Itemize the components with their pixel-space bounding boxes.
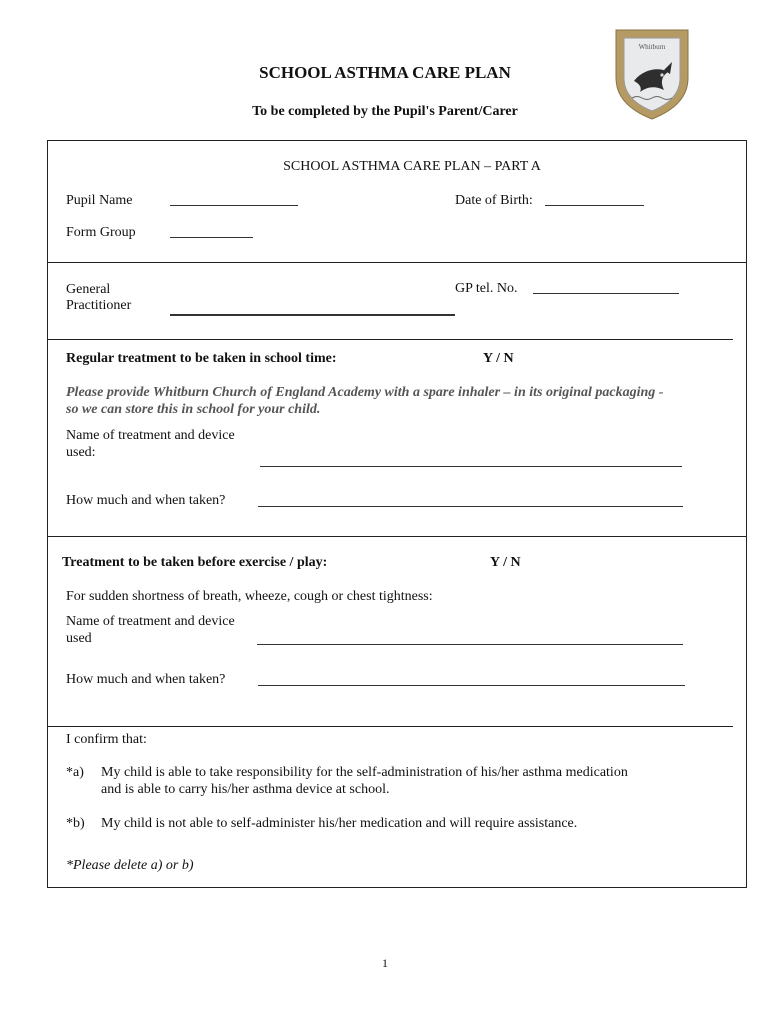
option-a-line2: and is able to carry his/her asthma device at school. [101, 782, 390, 797]
gp-label-line1: General [66, 282, 111, 297]
exercise-device-label-line2: used [66, 631, 92, 646]
page-number: 1 [382, 956, 388, 970]
regular-device-label-line2: used: [66, 445, 96, 460]
delete-note: *Please delete a) or b) [66, 858, 194, 873]
pupil-name-label: Pupil Name [66, 193, 133, 208]
confirm-intro: I confirm that: [66, 732, 147, 747]
option-b-marker[interactable]: *b) [66, 816, 85, 831]
exercise-how-much-label: How much and when taken? [66, 672, 226, 687]
divider [47, 262, 747, 263]
option-b-text: My child is not able to self-administer his/her medication and will require assistance. [101, 816, 578, 831]
school-crest-logo [612, 26, 692, 122]
pupil-name-field[interactable] [170, 205, 298, 206]
regular-device-field[interactable] [260, 466, 682, 467]
regular-how-much-field[interactable] [258, 506, 683, 507]
part-a-heading: SCHOOL ASTHMA CARE PLAN – PART A [283, 159, 541, 174]
page-subtitle: To be completed by the Pupil's Parent/Carer [252, 104, 518, 119]
exercise-device-label-line1: Name of treatment and device [66, 614, 235, 629]
gp-tel-field[interactable] [533, 293, 679, 294]
gp-tel-label: GP tel. No. [455, 281, 518, 296]
divider [47, 339, 733, 340]
regular-yn-choice[interactable]: Y / N [483, 351, 514, 366]
spare-inhaler-note [66, 384, 736, 418]
regular-how-much-label: How much and when taken? [66, 493, 226, 508]
dob-label: Date of Birth: [455, 193, 533, 208]
exercise-how-much-field[interactable] [258, 685, 685, 686]
form-group-field[interactable] [170, 237, 253, 238]
regular-device-label-line1: Name of treatment and device [66, 428, 235, 443]
exercise-treatment-heading: Treatment to be taken before exercise / play: [62, 555, 328, 570]
option-a-line1: My child is able to take responsibility for the self-administration of his/her asthma medication [101, 765, 628, 780]
page-title: SCHOOL ASTHMA CARE PLAN [259, 63, 511, 82]
gp-label-line2: Practitioner [66, 298, 132, 313]
dob-field[interactable] [545, 205, 644, 206]
spare-inhaler-note-line1: Please provide Whitburn Church of England Academy with a spare inhaler – in its original packaging - [66, 385, 664, 400]
exercise-device-field[interactable] [257, 644, 683, 645]
divider [47, 536, 747, 537]
divider [47, 726, 733, 727]
gp-name-field[interactable] [170, 314, 455, 316]
regular-treatment-heading: Regular treatment to be taken in school time: [66, 351, 337, 366]
spare-inhaler-note-line2: so we can store this in school for your child. [66, 402, 321, 417]
exercise-symptoms-text: For sudden shortness of breath, wheeze, cough or chest tightness: [66, 589, 433, 604]
option-a-marker[interactable]: *a) [66, 765, 84, 780]
form-group-label: Form Group [66, 225, 136, 240]
svg-text:Whitburn: Whitburn [638, 43, 666, 51]
exercise-yn-choice[interactable]: Y / N [490, 555, 521, 570]
